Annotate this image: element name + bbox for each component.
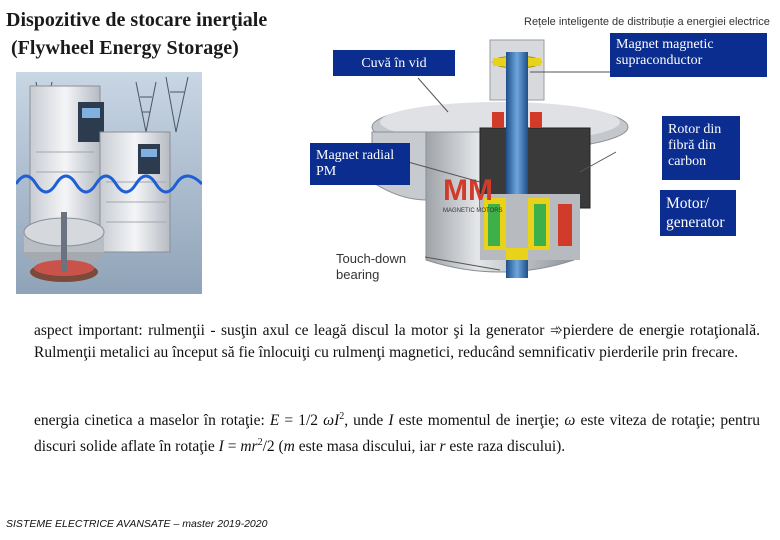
ke-text-4: este momentul de inerţie; [393,412,565,430]
ke-text-1: energia cinetica a maselor în rotaţie: [34,412,270,430]
carbon-rotor-label: Rotor din fibră din carbon [662,116,740,180]
ke-formula-omega-I: ωI [323,412,340,430]
footer-course-title: SISTEME ELECTRICE AVANSATE – master 2019-2020 [6,518,268,530]
ke-formula-I: I [388,412,394,430]
vacuum-chamber-label: Cuvă în vid [333,50,455,76]
ke-text-5: este viteza de rotaţie; pentru discuri solide aflate în rotaţie [34,412,760,456]
kinetic-energy-paragraph [34,406,760,458]
ke-text-2: = 1/2 [279,412,324,430]
brand-sub-text: MAGNETIC MOTORS [443,208,503,214]
ke-sup-2: 2 [257,437,263,449]
slide-title [6,6,267,62]
bearings-paragraph-end: pierdere de energie rotaţională. Rulmenţii metalici au început să fie înlocuiţi cu rulmenţi magnetici, reducând semnificativ pierderile prin frecare. [34,322,760,361]
implies-arrow-icon: ➾ [549,322,563,339]
ke-text-3: , unde [344,412,389,430]
ke-text-7: /2 ( [262,438,284,456]
touchdown-bearing-label: Touch-down bearing [336,251,407,282]
ke-text-9: este raza discului). [445,438,566,456]
ke-formula-r: r [439,438,446,456]
flywheel-ups-illustration [16,72,202,294]
brand-logo-text: MM [443,174,493,207]
radial-magnet-label: Magnet radial PM [310,143,410,185]
bearings-paragraph-start: aspect important: rulmenţii - susţin axul ce leagă discul la motor şi la generator [34,322,550,339]
ke-formula-m: m [283,438,295,456]
ke-formula-E: E [269,412,280,430]
ke-text-6: = [223,438,241,456]
ke-formula-mr: mr [240,438,258,456]
slide-title-line2: (Flywheel Energy Storage) [6,37,239,59]
slide-title-line1: Dispozitive de stocare inerţiale [6,9,268,31]
bearings-paragraph [34,320,760,364]
motor-generator-label: Motor/ generator [660,190,736,236]
ke-formula-omega: ω [564,412,576,430]
superconducting-magnet-label: Magnet magnetic supraconductor [610,33,767,77]
ke-sup-1: 2 [339,411,345,422]
flywheel-ups-photo [16,72,202,294]
ke-text-8: este masa discului, iar [294,438,440,456]
header-caption: Rețele inteligente de distribuție a energiei electrice [524,16,770,28]
ke-formula-I2: I [218,438,224,456]
